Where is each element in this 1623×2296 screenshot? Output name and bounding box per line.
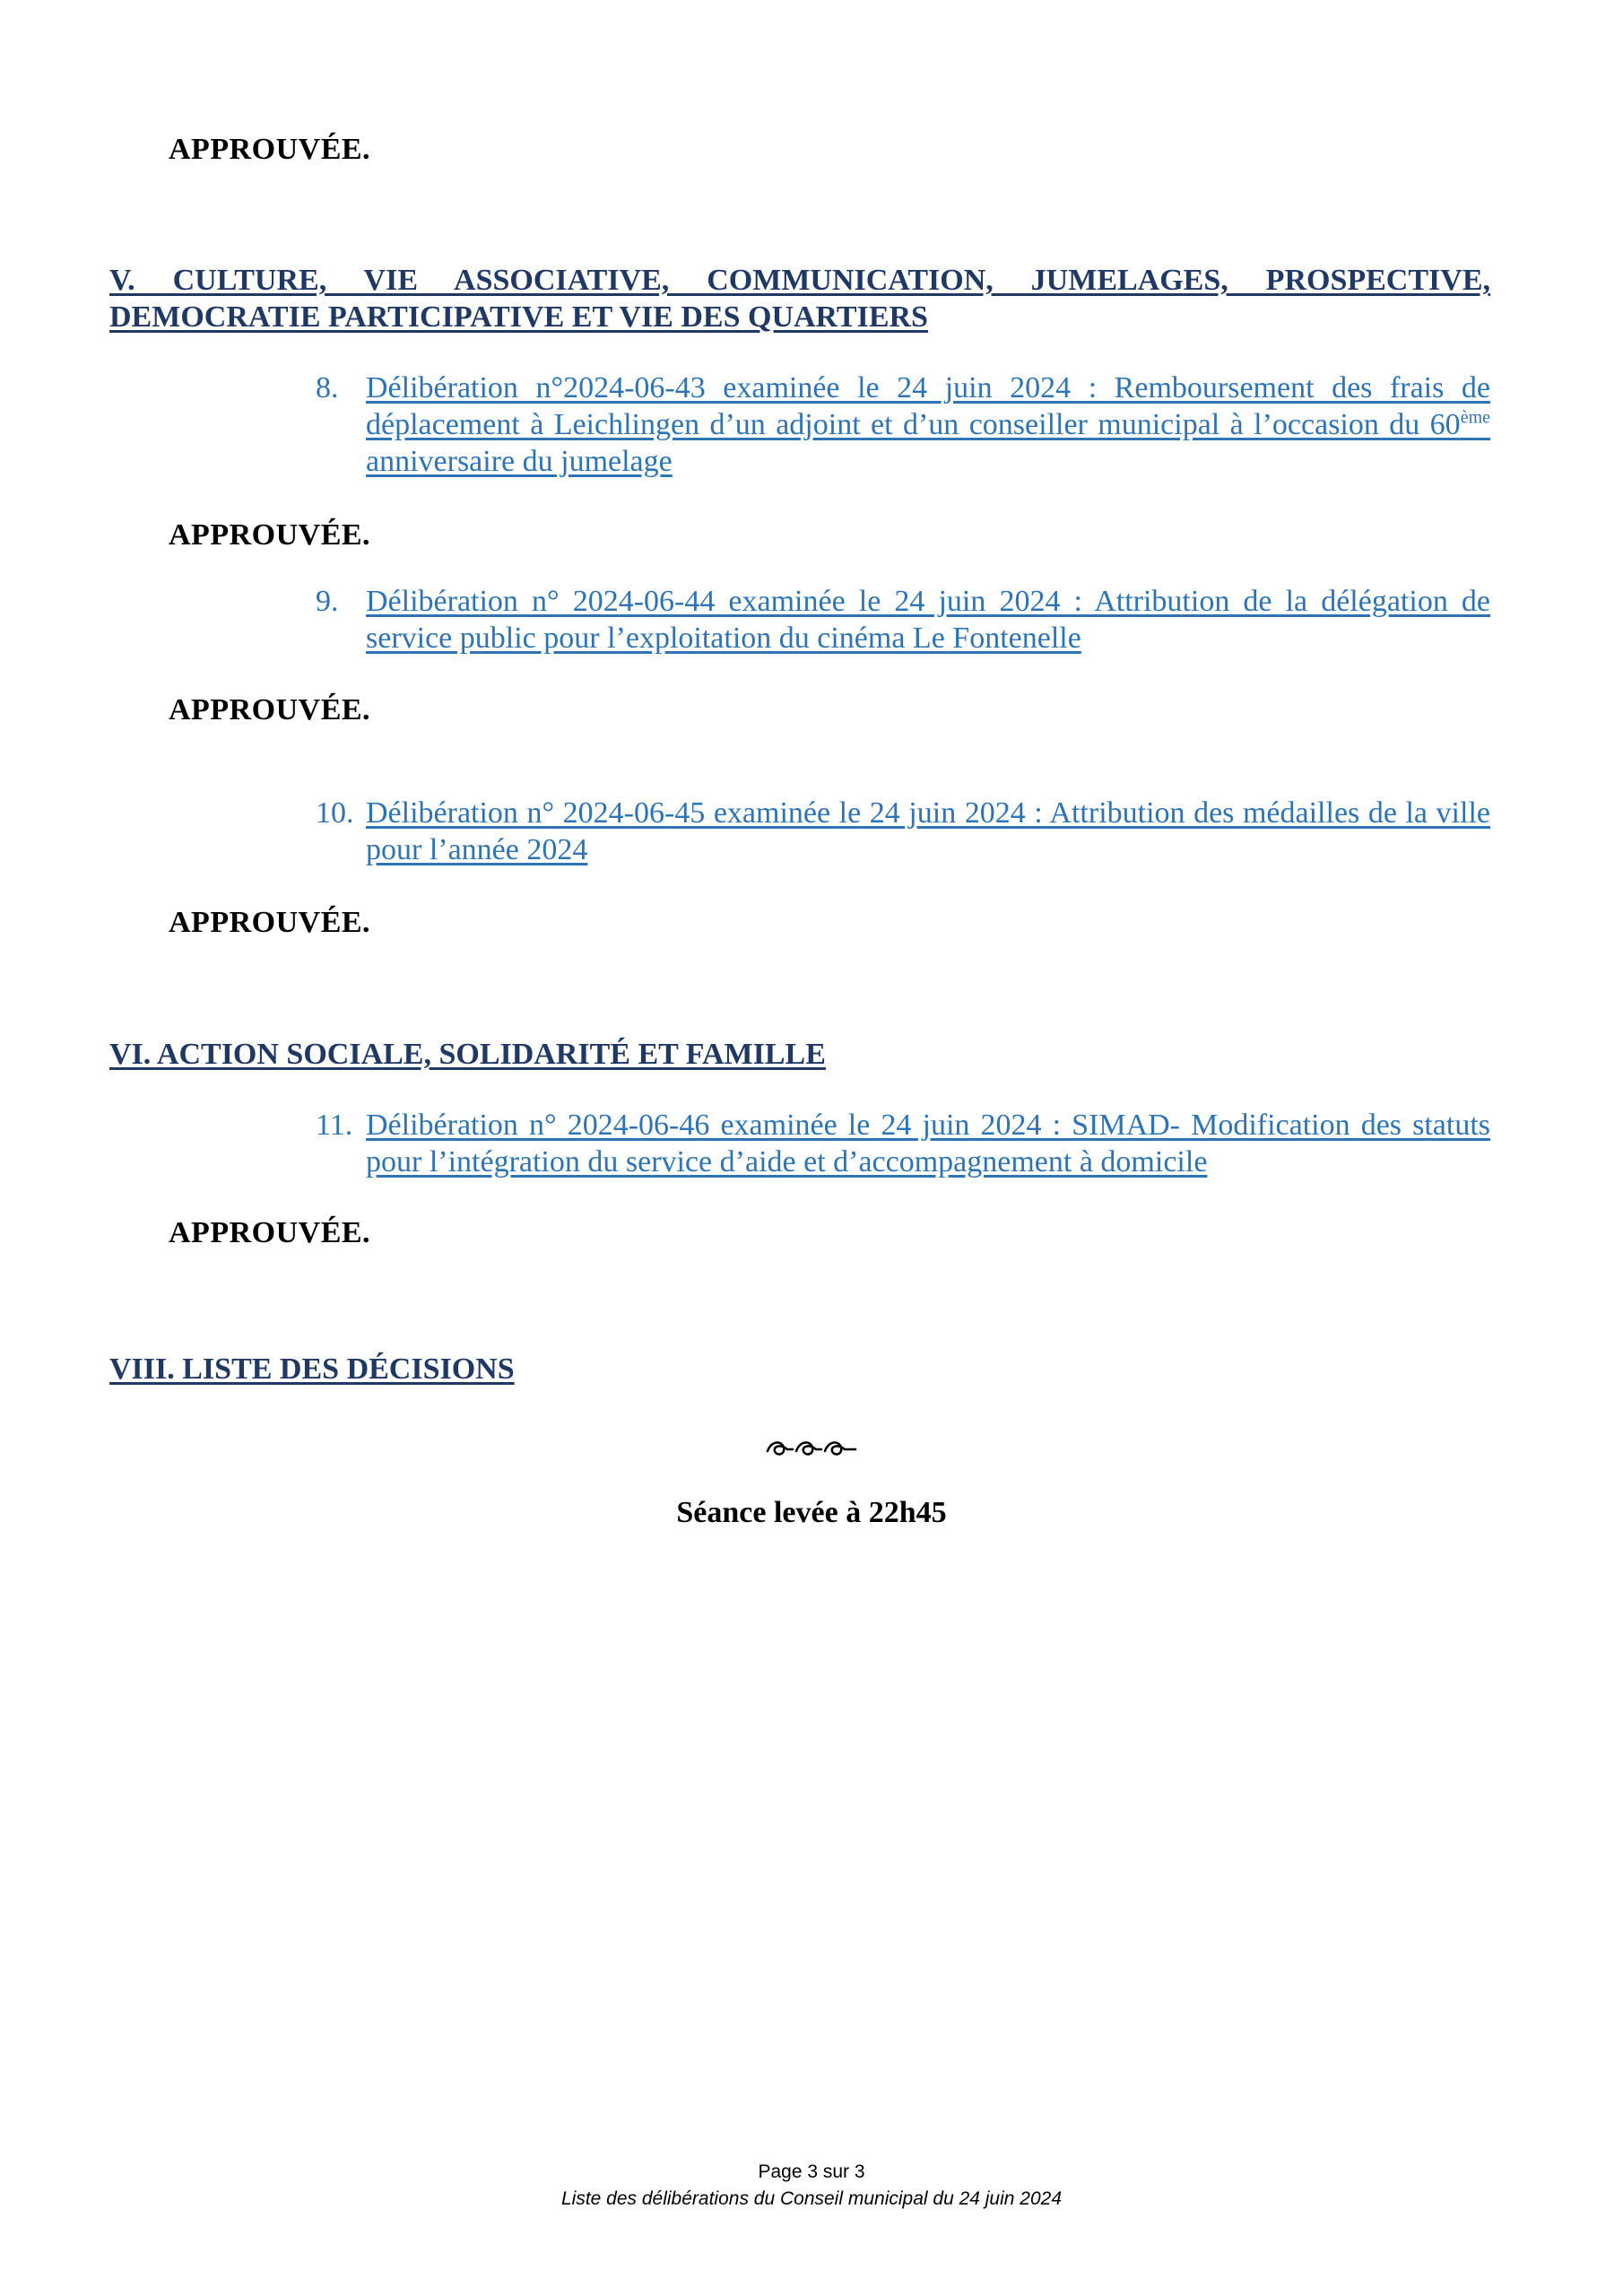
- list-item: [316, 370, 1490, 480]
- section-vi-heading: VI. ACTION SOCIALE, SOLIDARITÉ ET FAMILLE: [109, 1038, 826, 1071]
- item-number: 8.: [316, 371, 339, 404]
- session-closing: Séance levée à 22h45: [676, 1496, 947, 1529]
- list-item: [316, 583, 1490, 657]
- item-number: 11.: [316, 1109, 353, 1142]
- deliberation-link[interactable]: Délibération n° 2024-06-45 examinée le 24 juin 2024 : Attribution des médailles de la ville pour l’année 2024: [366, 796, 1490, 866]
- item-number: 10.: [316, 796, 354, 830]
- approved-label: APPROUVÉE.: [169, 906, 371, 939]
- section-v-title-line1: V. CULTURE, VIE ASSOCIATIVE, COMMUNICATION, JUMELAGES, PROSPECTIVE,: [109, 264, 1490, 297]
- approved-label: APPROUVÉE.: [169, 133, 371, 166]
- deliberation-link[interactable]: Délibération n° 2024-06-46 examinée le 24 juin 2024 : SIMAD- Modification des statuts pour l’intégration du service d’aide et d’accompagnement à domicile: [366, 1109, 1490, 1178]
- ornament-icon: [762, 1435, 861, 1462]
- section-v-title-line2: DEMOCRATIE PARTICIPATIVE ET VIE DES QUARTIERS: [109, 300, 928, 334]
- footer-document-title: Liste des délibérations du Conseil municipal du 24 juin 2024: [560, 2188, 1063, 2209]
- deliberation-link[interactable]: Délibération n°2024-06-43 examinée le 24 juin 2024 : Remboursement des frais de déplacement à Leichlingen d’un adjoint et d’un conseiller municipal à l’occasion du 60ème anniversaire du jumelage: [366, 371, 1490, 478]
- list-item: [316, 795, 1490, 868]
- approved-label: APPROUVÉE.: [169, 693, 371, 726]
- list-item: [316, 1107, 1490, 1180]
- section-v-heading: [109, 262, 1490, 335]
- approved-label: APPROUVÉE.: [169, 518, 371, 552]
- approved-label: APPROUVÉE.: [169, 1216, 371, 1249]
- ornament-divider: [0, 1435, 1623, 1469]
- item-number: 9.: [316, 585, 339, 618]
- footer-page-number: Page 3 sur 3: [758, 2161, 865, 2182]
- deliberation-link[interactable]: Délibération n° 2024-06-44 examinée le 24 juin 2024 : Attribution de la délégation de service public pour l’exploitation du cinéma Le Fontenelle: [366, 585, 1490, 655]
- section-viii-heading: VIII. LISTE DES DÉCISIONS: [109, 1352, 515, 1386]
